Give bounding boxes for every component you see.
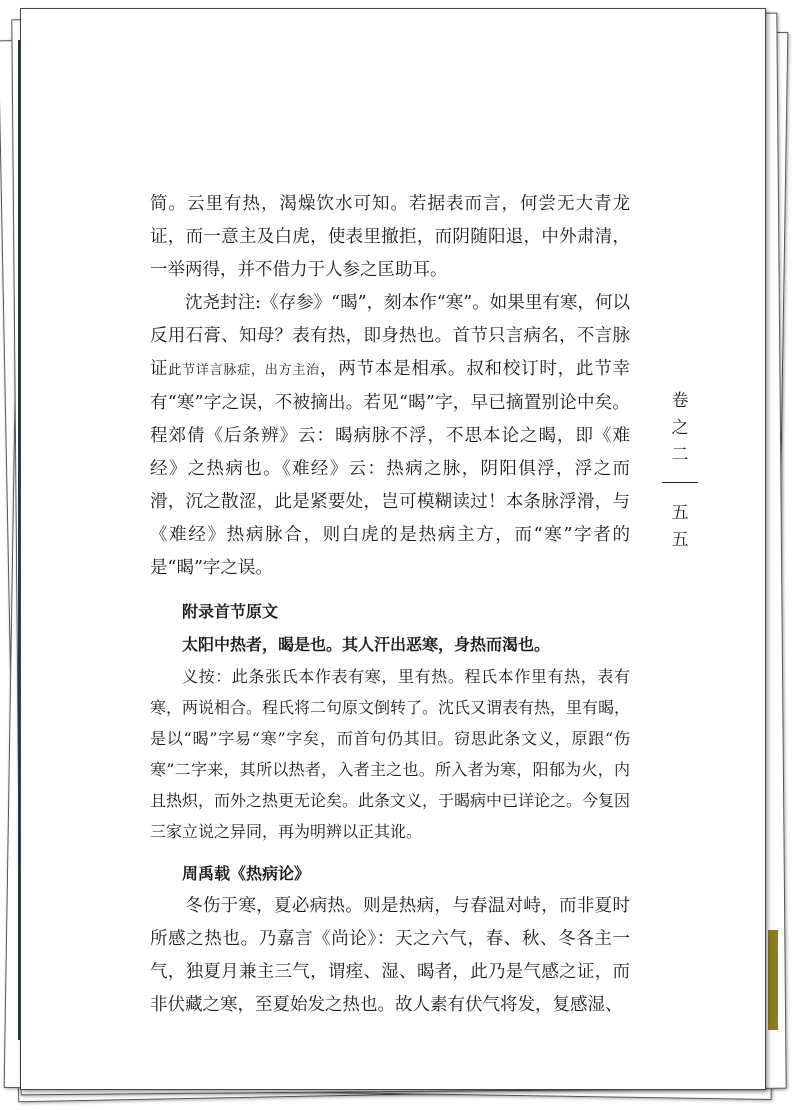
paragraph-text: ，两节本是相承。叔和校订时，此节幸有“寒”字之误，不被摘出。若见“暍”字，早已摘置别论中矣。程郊倩《后条辨》云：暍病脉不浮，不思本论之暍，即《难经》之热病也。《难经》云：热病之脉，阴阳俱浮，浮之而滑，沉之散涩，此是紧要处，岂可模糊读过！本条脉浮滑，与《难经》热病脉合，则白虎的是热病主方，而“寒”字者的是“暍”字之误。 (150, 359, 630, 578)
section-heading: 周禹载《热病论》 (182, 864, 311, 883)
page-number (660, 500, 700, 554)
paragraph: 简。云里有热，渴燥饮水可知。若据表而言，何尝无大青龙证，而一意主及白虎，使表里撤拒，而阴随阳退，中外肃清，一举两得，并不借力于人参之匡助耳。 (150, 194, 630, 280)
paragraph-text: 沈尧封注:《存参》“暍”，刻本作“寒”。如果里有寒，何以反用石膏、知母？表有热，即身热也。首节只言病名，不言脉证 (150, 293, 630, 379)
paragraph (150, 287, 630, 585)
page-number-char: 五 (671, 503, 689, 523)
section-heading: 附录首节原文 (182, 602, 279, 621)
quoted-original-text: 太阳中热者，暍是也。其人汗出恶寒，身热而渴也。 (182, 635, 551, 654)
inline-note: 此节详言脉症，出方主治 (168, 363, 320, 378)
paragraph: 冬伤于寒，夏必病热。则是热病，与春温对峙，而非夏时所感之热也。乃嘉言《尚论》：天之六气，春、秋、冬各主一气，独夏月兼主三气，谓痓、湿、暍者，此乃是气感之证，而非伏藏之寒，至夏始发之热也。故人素有伏气将发，复感湿、 (150, 896, 630, 1015)
commentary-paragraph: 义按：此条张氏本作表有寒，里有热。程氏本作里有热，表有寒，两说相合。程氏将二句原文倒转了。沈氏又谓表有热，里有暍，是以“暍”字易“寒”字矣，而首句仍其旧。窃思此条文义，原跟“伤寒”二字来，其所以热者，入者主之也。所入者为寒，阳郁为火，内且热炽，而外之热更无论矣。此条文义，于暍病中已详论之。今复因三家立说之异同，再为明辨以正其讹。 (150, 667, 631, 841)
page-body (150, 188, 630, 1022)
page-number-char: 五 (671, 530, 689, 550)
cover-edge (768, 930, 778, 1030)
chapter-char: 卷 (671, 391, 689, 411)
chapter-char: 之 (671, 418, 689, 438)
divider (662, 482, 698, 483)
chapter-label (660, 388, 700, 469)
chapter-char: 二 (671, 445, 689, 465)
